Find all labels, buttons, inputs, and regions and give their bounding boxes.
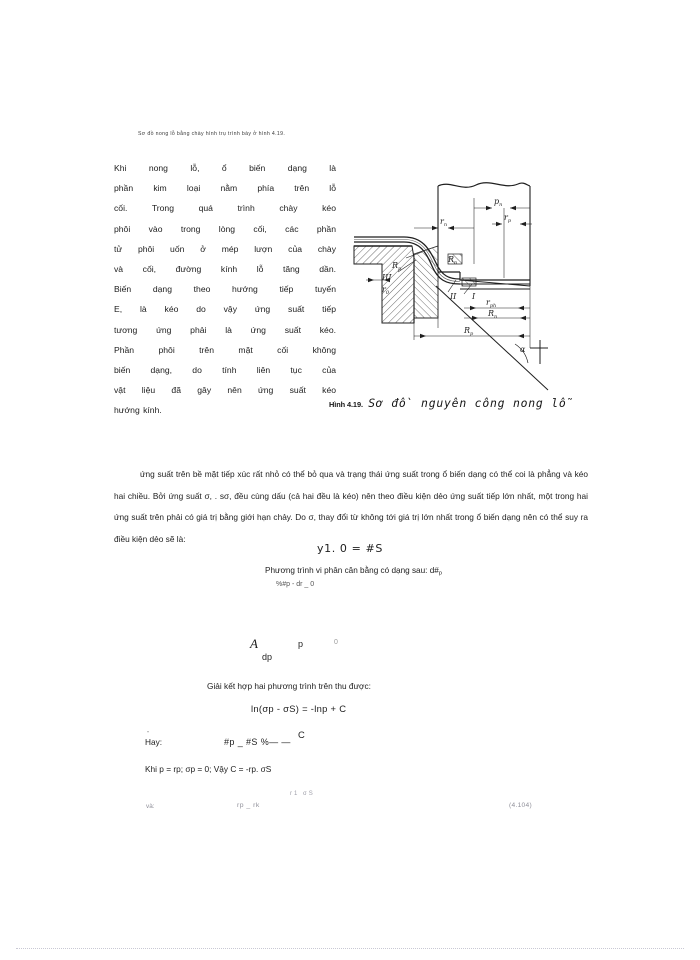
figure-hole-expanding-diagram [352, 168, 567, 393]
left-paragraph-line: hướng kính. [114, 405, 162, 416]
left-paragraph-line: phần kim loại nằm phía trên lỗ [114, 183, 336, 194]
figure-title: Sơ đồ nguyên công nong lỗ [368, 396, 574, 410]
svg-text:I: I [472, 292, 476, 301]
left-paragraph-line: E, là kéo do vậy ứng suất tiếp [114, 304, 336, 315]
fragment-p: p [298, 639, 304, 649]
figure-caption [329, 396, 573, 410]
svg-text:II: II [450, 292, 457, 301]
equation-hay: #p _ #S %— ― [224, 737, 291, 747]
left-paragraph-line: tử phôi uốn ở mép lượn của chày [114, 243, 336, 254]
equation-plasticity-condition: y1. 0 = #S [317, 542, 383, 555]
fragment-radii: rp _ rk [237, 802, 260, 809]
svg-text:Rn: $R_n$ [448, 255, 458, 266]
fragment-dp: dp [262, 652, 273, 662]
equation-logarithmic: ln(σp - σS) = -lnp + C [251, 703, 347, 714]
left-paragraph-line: Phần phôi trên mặt cối không [114, 344, 336, 355]
left-paragraph-line: biến dạng, do tính liên tục của [114, 365, 336, 376]
line-solve-intro: Giải kết hợp hai phương trình trên thu được: [207, 681, 371, 691]
bottom-dotted-rule [16, 948, 684, 950]
svg-text:rn: $r_n$ [440, 217, 448, 228]
line-differential-equation [265, 566, 442, 576]
svg-text:Rn: $R_n$ [488, 309, 498, 320]
fragment-dot: 0 [334, 639, 338, 646]
svg-text:r0: $r_0$ [382, 285, 390, 296]
svg-text:rp: $r_p$ [504, 213, 512, 224]
running-head: Sơ đồ nong lỗ bằng chày hình trụ trình bày ở hình 4.19. [138, 131, 286, 137]
left-paragraph-line: tương ứng phải là ứng suất kéo. [114, 324, 336, 335]
svg-text:α: α [520, 345, 526, 354]
fragment-faint-symbols: r1 σS [290, 791, 315, 797]
body-text-column [114, 464, 588, 550]
svg-text:Rp: $R_p$ [464, 326, 474, 337]
svg-text:Rp: $R_p$ [392, 261, 402, 272]
body-paragraph: ứng suất trên bề mặt tiếp xúc rất nhỏ có thể bỏ qua và trạng thái ứng suất trong ổ biến dạng có thể coi là phẳng và kéo hai chiều. Bởi ứng suất σ, . sσ, đều cùng dấu (cả hai đều là kéo) nên theo điều kiện dẻo ứng suất tiếp lớn nhất, một trong hai ứng suất trên phải có giá trị bằng giới hạn chảy. Do σ, thay đổi từ không tới giá trị lớn nhất trong ổ biến dạng nên có thể suy ra điều kiện dẻo sẽ là: [114, 469, 588, 544]
fragment-differential-terms: %#p - dr _ 0 [276, 581, 315, 588]
line-differential-equation-text: Phương trình vi phân cân bằng có dạng sau: d# [265, 566, 439, 575]
figure-number: Hình 4.19. [329, 400, 363, 409]
svg-text:pn: $p_n$ [494, 197, 503, 208]
left-paragraph-line: Khi nong lỗ, ổ biến dạng là [114, 163, 336, 173]
left-paragraph-line: và cối, đường kính lỗ tăng dần. [114, 264, 336, 275]
line-boundary-condition: Khi p = rp; σp = 0; Vậy C = -rp. σS [145, 764, 272, 774]
left-paragraph-line: vật liệu đã gây nên ứng suất kéo [114, 385, 336, 396]
svg-text:III: III [382, 273, 392, 282]
tick-mark-icon: ″ [147, 731, 149, 737]
equation-number: (4.104) [509, 802, 532, 809]
line-differential-equation-sub: p [438, 570, 442, 577]
fragment-A: A [250, 636, 258, 651]
left-text-column [114, 158, 336, 421]
label-hay [145, 731, 163, 747]
left-paragraph-line: Biến dạng theo hướng tiếp tuyến [114, 284, 336, 295]
figure-svg [352, 168, 567, 393]
svg-text:rph: $r_{ph}$ [486, 298, 497, 309]
label-hay-text: Hay: [145, 737, 163, 747]
label-va: và: [146, 803, 155, 810]
left-paragraph-line: cối. Trong quá trình chày kéo [114, 203, 336, 214]
fragment-constant-C: C [298, 729, 305, 740]
left-paragraph-line: phôi vào trong lòng cối, các phần [114, 223, 336, 234]
